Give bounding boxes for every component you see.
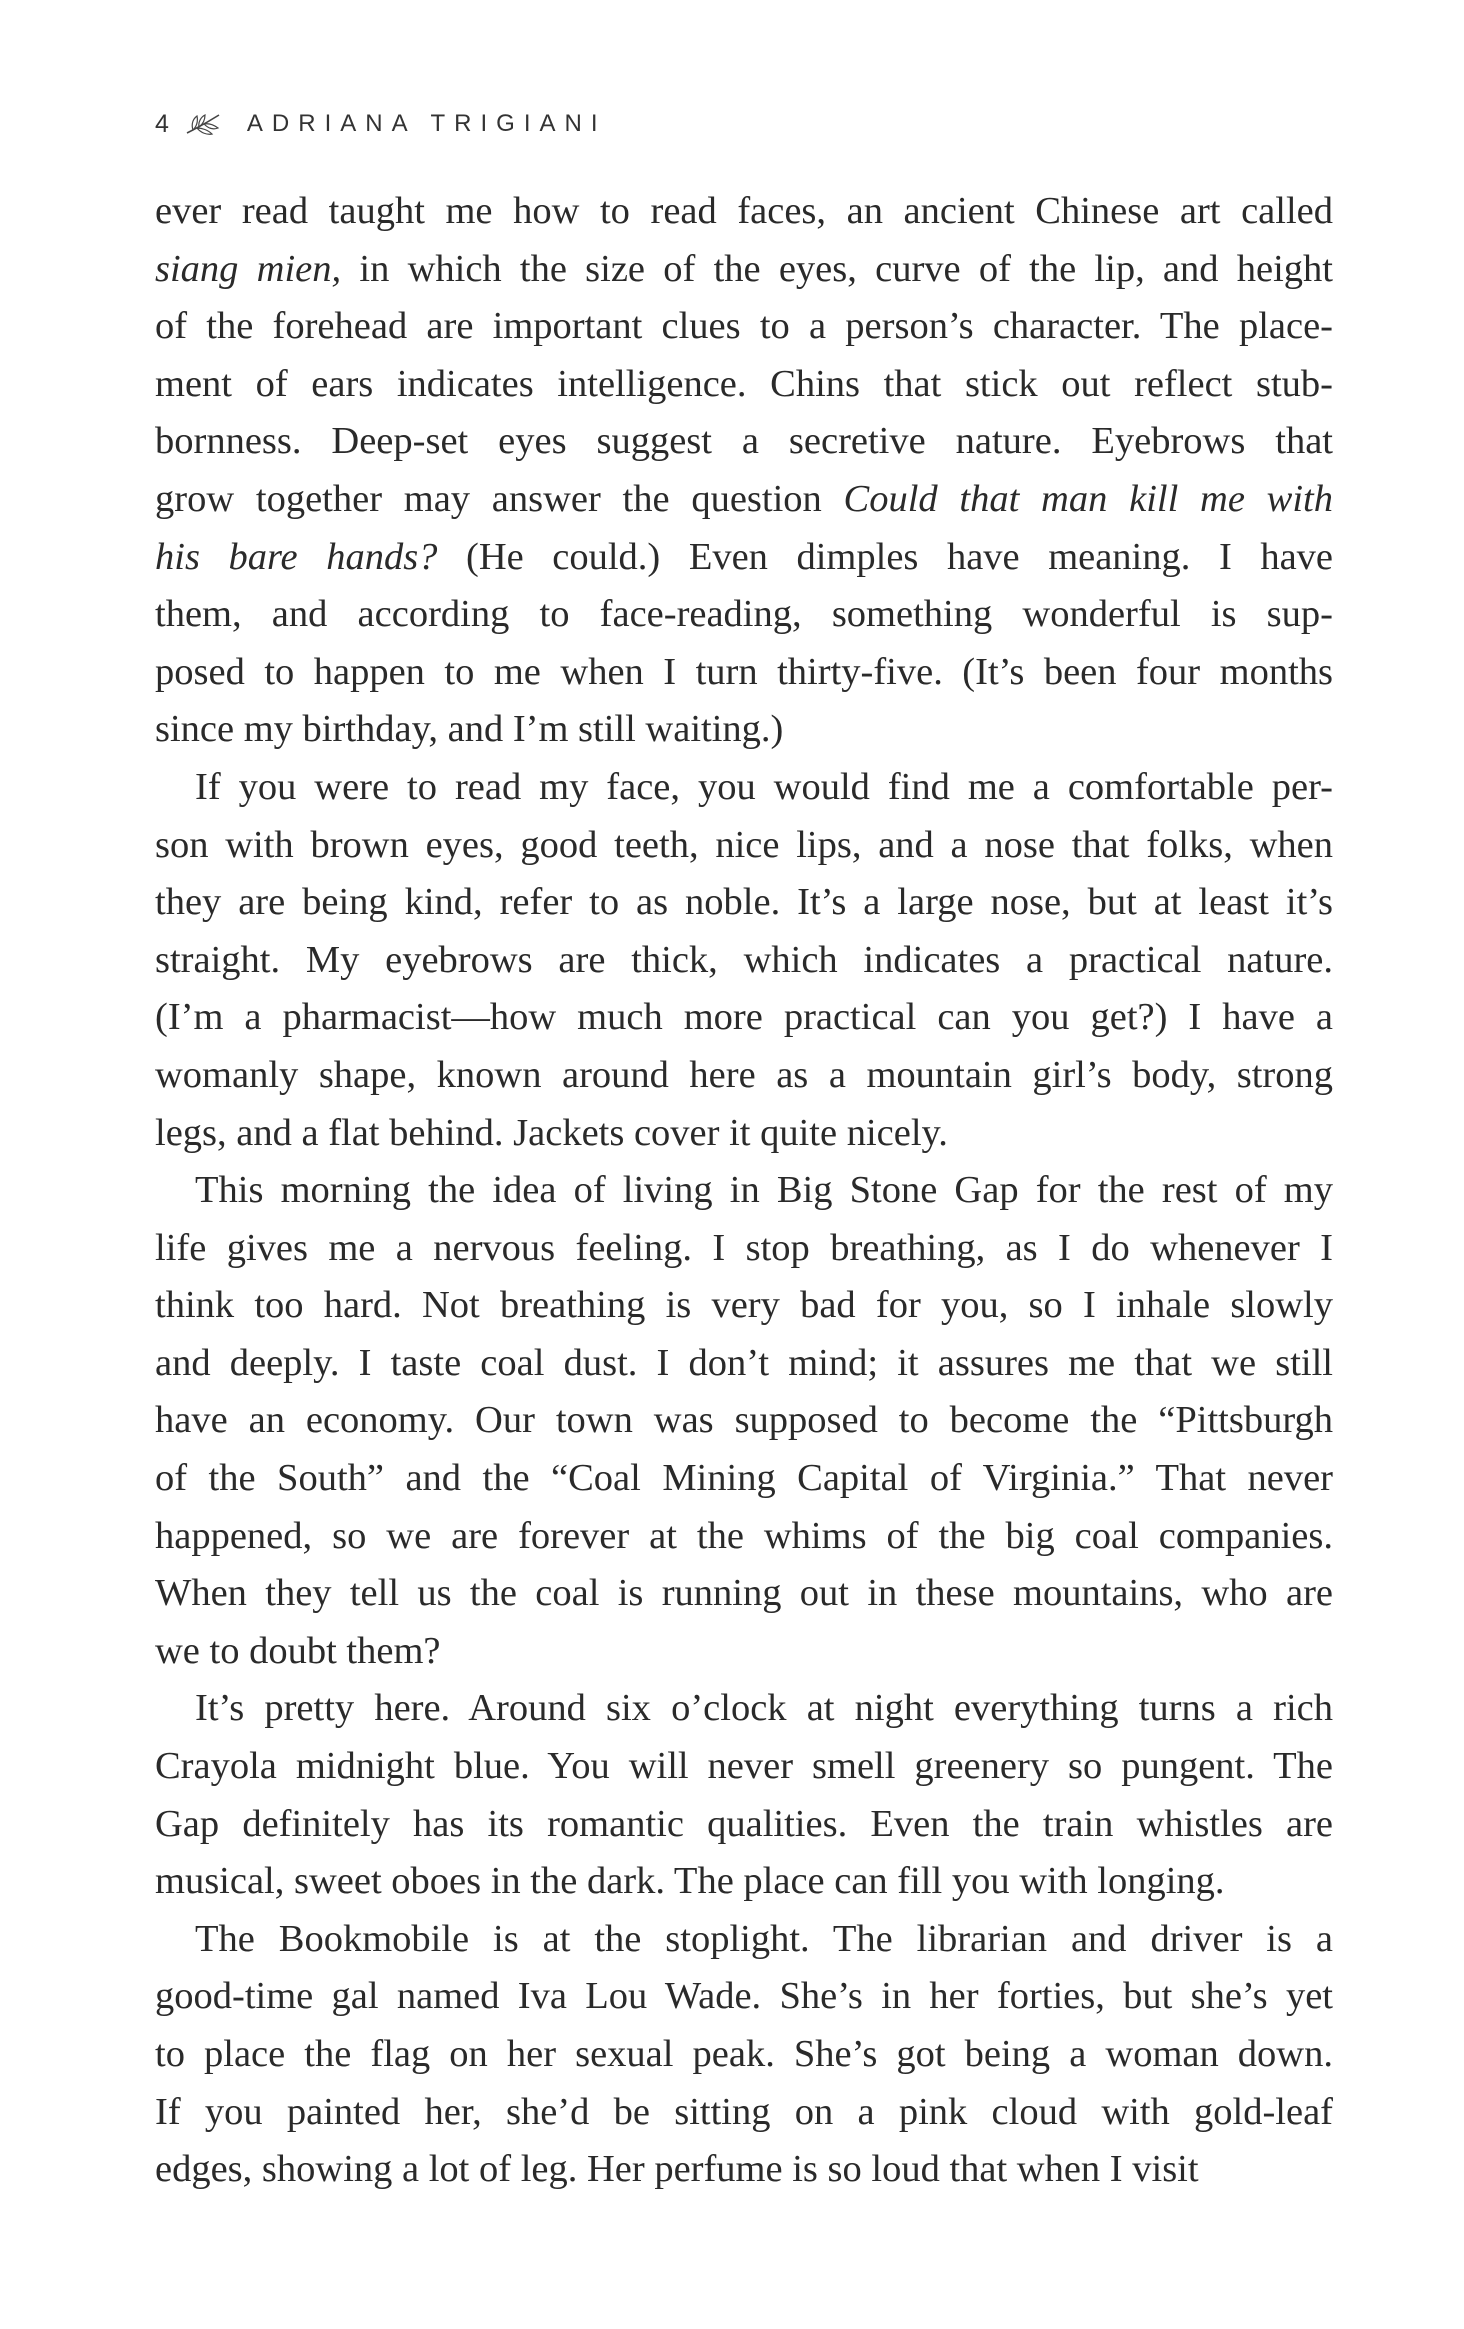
text-line xyxy=(155,1047,1333,1105)
text-segment: son with brown eyes, good teeth, nice lips, and a nose that folks, when xyxy=(155,823,1333,866)
text-segment: good-time gal named Iva Lou Wade. She’s in her forties, but she’s yet xyxy=(155,1975,1333,2018)
text-segment: (I’m a pharmacist—how much more practical can you get?) I have a xyxy=(155,996,1333,1039)
text-segment: straight. My eyebrows are thick, which indicates a practical nature. xyxy=(155,938,1333,981)
text-line xyxy=(155,413,1333,471)
running-head xyxy=(155,104,607,144)
body-text xyxy=(155,183,1333,2199)
text-segment: This morning the idea of living in Big Stone Gap for the rest of my xyxy=(195,1169,1333,1212)
text-line xyxy=(155,183,1333,241)
text-line xyxy=(155,644,1333,702)
text-line xyxy=(155,1738,1333,1796)
text-segment: have an economy. Our town was supposed to become the “Pittsburgh xyxy=(155,1399,1333,1442)
text-segment: Gap definitely has its romantic qualities. Even the train whistles are xyxy=(155,1802,1333,1845)
italic-phrase: his bare hands? xyxy=(155,535,438,578)
text-segment: and deeply. I taste coal dust. I don’t mind; it assures me that we still xyxy=(155,1341,1333,1384)
text-segment: happened, so we are forever at the whims of the big coal companies. xyxy=(155,1514,1333,1557)
text-segment: them, and according to face-reading, something wonderful is sup- xyxy=(155,593,1333,636)
text-line xyxy=(155,1796,1333,1854)
text-segment: legs, and a flat behind. Jackets cover it quite nicely. xyxy=(155,1111,948,1154)
text-line xyxy=(155,586,1333,644)
text-line xyxy=(155,1680,1333,1738)
text-line xyxy=(155,1508,1333,1566)
text-line xyxy=(155,874,1333,932)
text-line xyxy=(155,1623,1333,1681)
text-segment: Crayola midnight blue. You will never smell greenery so pungent. The xyxy=(155,1745,1333,1788)
text-segment: think too hard. Not breathing is very bad for you, so I inhale slowly xyxy=(155,1284,1333,1327)
text-line xyxy=(155,1335,1333,1393)
text-segment: of the South” and the “Coal Mining Capital of Virginia.” That never xyxy=(155,1457,1333,1500)
text-segment: to place the flag on her sexual peak. She’s got being a woman down. xyxy=(155,2033,1333,2075)
text-segment: edges, showing a lot of leg. Her perfume is so loud that when I visit xyxy=(155,2148,1199,2191)
text-segment: posed to happen to me when I turn thirty-five. (It’s been four months xyxy=(155,650,1333,693)
text-segment: musical, sweet oboes in the dark. The place can fill you with longing. xyxy=(155,1860,1225,1903)
text-segment: of the forehead are important clues to a person’s character. The place- xyxy=(155,305,1333,348)
text-line xyxy=(155,1162,1333,1220)
text-segment: grow together may answer the question xyxy=(155,477,844,520)
text-line xyxy=(155,2084,1333,2142)
text-segment: If you painted her, she’d be sitting on a pink cloud with gold-leaf xyxy=(155,2090,1333,2133)
text-segment: ever read taught me how to read faces, an ancient Chinese art called xyxy=(155,190,1333,232)
text-line xyxy=(155,1911,1333,1969)
italic-phrase: Could that man kill me with xyxy=(843,477,1333,520)
text-segment: It’s pretty here. Around six o’clock at night everything turns a rich xyxy=(195,1687,1333,1730)
text-line xyxy=(155,529,1333,587)
text-line xyxy=(155,356,1333,414)
text-segment: When they tell us the coal is running out in these mountains, who are xyxy=(155,1572,1333,1615)
text-segment: in which the size of the eyes, curve of the lip, and height xyxy=(341,247,1333,290)
text-segment: they are being kind, refer to as noble. It’s a large nose, but at least it’s xyxy=(155,881,1333,924)
text-segment: If you were to read my face, you would find me a comfortable per- xyxy=(195,765,1333,808)
text-line xyxy=(155,1105,1333,1163)
text-line xyxy=(155,701,1333,759)
text-segment: we to doubt them? xyxy=(155,1629,441,1672)
text-line xyxy=(155,759,1333,817)
text-line xyxy=(155,989,1333,1047)
text-line xyxy=(155,1220,1333,1278)
text-line xyxy=(155,1968,1333,2026)
text-line xyxy=(155,817,1333,875)
text-segment: (He could.) Even dimples have meaning. I have xyxy=(437,535,1334,578)
text-line xyxy=(155,1450,1333,1508)
text-line xyxy=(155,2026,1333,2084)
running-head-author: ADRIANA TRIGIANI xyxy=(246,110,607,137)
text-segment: The Bookmobile is at the stoplight. The librarian and driver is a xyxy=(195,1917,1333,1960)
text-line xyxy=(155,1392,1333,1450)
italic-phrase: siang mien, xyxy=(155,247,342,290)
text-segment: since my birthday, and I’m still waiting.) xyxy=(155,708,784,751)
text-line xyxy=(155,298,1333,356)
text-line xyxy=(155,1565,1333,1623)
text-line xyxy=(155,932,1333,990)
text-line xyxy=(155,1853,1333,1911)
text-segment: womanly shape, known around here as a mountain girl’s body, strong xyxy=(155,1053,1333,1096)
text-line xyxy=(155,241,1333,299)
text-segment: bornness. Deep-set eyes suggest a secretive nature. Eyebrows that xyxy=(155,420,1333,463)
leaf-ornament-icon xyxy=(185,111,221,137)
text-line xyxy=(155,2141,1333,2199)
text-segment: ment of ears indicates intelligence. Chins that stick out reflect stub- xyxy=(155,362,1333,405)
text-line xyxy=(155,471,1333,529)
text-line xyxy=(155,1277,1333,1335)
page-number: 4 xyxy=(155,109,169,138)
text-segment: life gives me a nervous feeling. I stop breathing, as I do whenever I xyxy=(155,1226,1333,1269)
